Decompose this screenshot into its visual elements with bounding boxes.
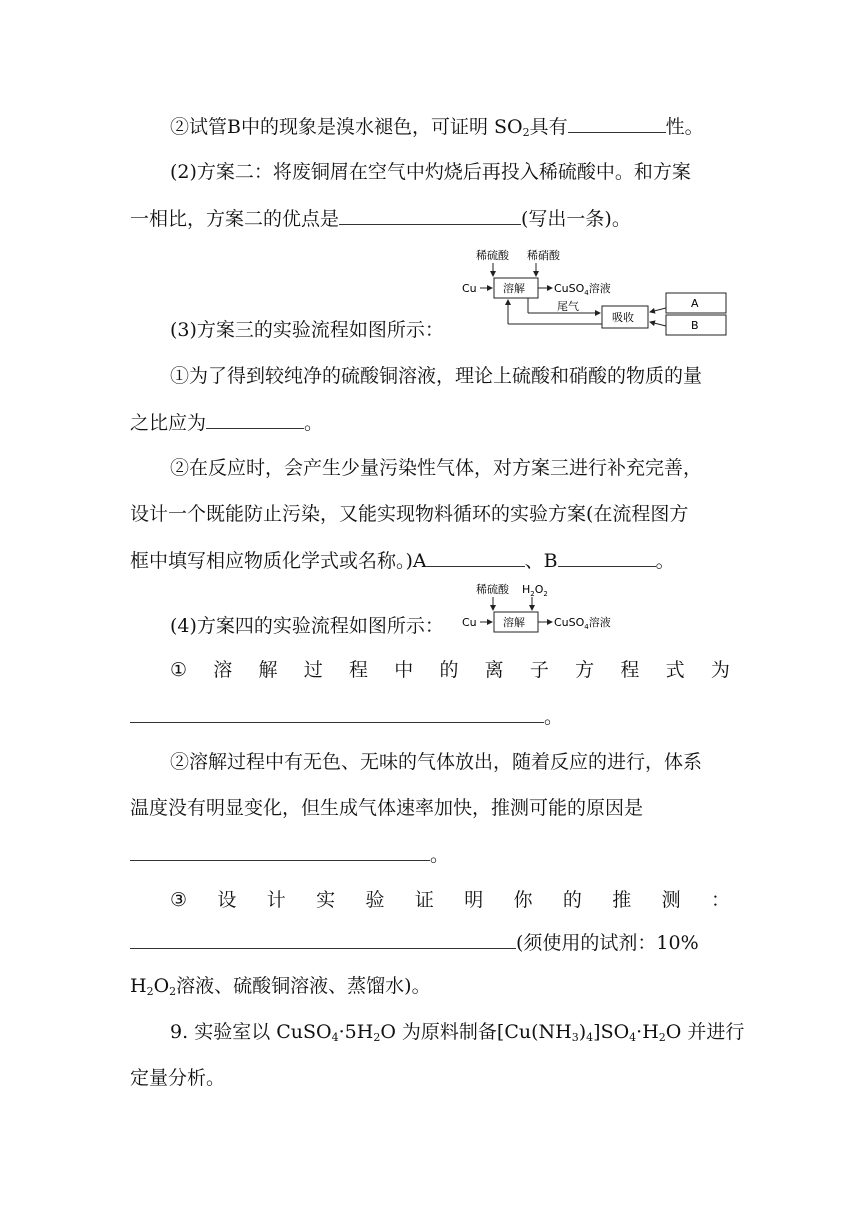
reactant-label: Cu <box>462 616 477 629</box>
question-line-15: 。 <box>130 842 449 867</box>
product-label: CuSO$_4$溶液 <box>554 616 611 631</box>
question-line-11: ① 溶 解 过 程 中 的 离 子 方 程 式 为 <box>170 659 730 681</box>
reagent-label: 稀硫酸 <box>476 249 509 262</box>
answer-blank[interactable] <box>206 410 304 429</box>
answer-blank-a[interactable] <box>427 548 525 567</box>
flow-diagram-scheme-3 <box>460 246 730 338</box>
box-label: 溶解 <box>503 616 525 629</box>
answer-blank[interactable] <box>130 842 430 861</box>
question-line-14: 温度没有明显变化，但生成气体速率加快，推测可能的原因是 <box>130 797 644 819</box>
question-line-10: (4)方案四的实验流程如图所示： <box>170 615 444 637</box>
question-line-7: ②在反应时，会产生少量污染性气体，对方案三进行补充完善， <box>170 457 703 479</box>
answer-blank[interactable] <box>339 206 521 225</box>
tail-gas-label: 尾气 <box>557 300 579 313</box>
box-label: B <box>691 319 699 332</box>
question-line-9: 框中填写相应物质化学式或名称。)A 、B 。 <box>130 550 675 572</box>
answer-blank-b[interactable] <box>558 548 656 567</box>
question-line-16: ③ 设 计 实 验 证 明 你 的 推 测 ： <box>170 889 730 911</box>
question-line-1: ②试管B中的现象是溴水褪色，可证明 $SO_2$具有 性。 <box>170 116 704 139</box>
question-line-6: 之比应为 。 <box>130 412 324 434</box>
flow-diagram-scheme-4 <box>460 580 630 636</box>
question-number: 9. <box>170 1021 189 1043</box>
question-line-13: ②溶解过程中有无色、无味的气体放出，随着反应的进行，体系 <box>170 751 703 773</box>
reactant-label: Cu <box>462 282 477 295</box>
question-line-12: 。 <box>130 704 563 729</box>
question-9-line-2: 定量分析。 <box>130 1067 226 1089</box>
box-label: 吸收 <box>612 311 634 324</box>
question-9-line-1: 9. 实验室以 $CuSO_4\cdot 5H_2O$ 为原料制备$[Cu(NH_3)_4]SO_4\cdot H_2O$ 并进行 <box>170 1021 745 1044</box>
product-label: CuSO$_4$溶液 <box>554 282 611 297</box>
reagent-label: 稀硫酸 <box>476 583 509 596</box>
answer-blank[interactable] <box>568 114 666 133</box>
answer-blank[interactable] <box>130 704 544 723</box>
question-line-2: (2)方案二：将废铜屑在空气中灼烧后再投入稀硫酸中。和方案 <box>170 161 691 183</box>
answer-blank[interactable] <box>130 930 516 949</box>
question-line-17: (须使用的试剂：10% <box>130 930 699 955</box>
question-line-18: $H_2O_2$溶液、硫酸铜溶液、蒸馏水)。 <box>130 975 431 998</box>
question-line-8: 设计一个既能防止污染，又能实现物料循环的实验方案(在流程图方 <box>130 503 689 525</box>
reagent-label: 稀硝酸 <box>527 249 560 262</box>
reagent-label: $H_2O_2$ <box>522 583 548 598</box>
question-line-3: 一相比，方案二的优点是 (写出一条)。 <box>130 208 631 230</box>
box-label: 溶解 <box>503 282 525 295</box>
box-label: A <box>691 297 699 310</box>
question-line-5: ①为了得到较纯净的硫酸铜溶液，理论上硫酸和硝酸的物质的量 <box>170 365 703 387</box>
question-line-4: (3)方案三的实验流程如图所示： <box>170 319 444 341</box>
